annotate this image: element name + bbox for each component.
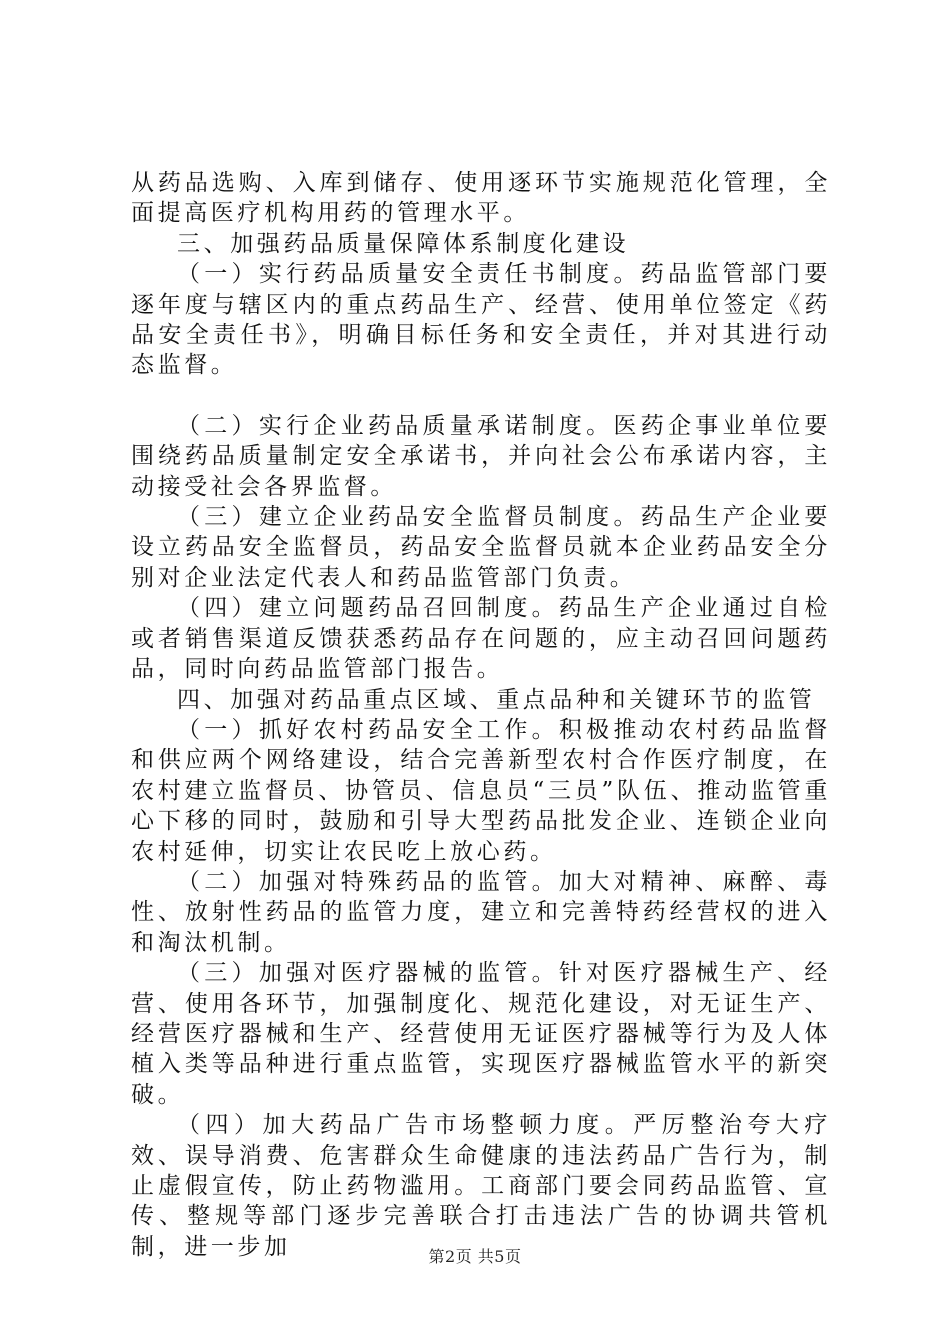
paragraph-4-1: （一）抓好农村药品安全工作。积极推动农村药品监督和供应两个网络建设，结合完善新型农村合作医疗制度，在农村建立监督员、协管员、信息员“三员”队伍、推动监管重心下移的同时，鼓励和引导大型药品批发企业、连锁企业向农村延伸，切实让农民吃上放心药。: [131, 716, 831, 865]
page-footer: 第2页 共5页: [428, 1247, 522, 1266]
paragraph-3-2: （二）实行企业药品质量承诺制度。医药企事业单位要围绕药品质量制定安全承诺书，并向社会公布承诺内容，主动接受社会各界监督。: [131, 412, 831, 500]
section-heading-4: 四、加强对药品重点区域、重点品种和关键环节的监管: [177, 686, 816, 713]
section-heading-3: 三、加强药品质量保障体系制度化建设: [177, 230, 630, 257]
paragraph-3-4: （四）建立问题药品召回制度。药品生产企业通过自检或者销售渠道反馈获悉药品存在问题的，应主动召回问题药品，同时向药品监管部门报告。: [131, 595, 831, 683]
paragraph-4-3: （三）加强对医疗器械的监管。针对医疗器械生产、经营、使用各环节，加强制度化、规范化建设，对无证生产、经营医疗器械和生产、经营使用无证医疗器械等行为及人体植入类等品种进行重点监管，实现医疗器械监管水平的新突破。: [131, 960, 831, 1108]
paragraph-3-3: （三）建立企业药品安全监督员制度。药品生产企业要设立药品安全监督员，药品安全监督员就本企业药品安全分别对企业法定代表人和药品监管部门负责。: [131, 504, 831, 591]
paragraph-4-2: （二）加强对特殊药品的监管。加大对精神、麻醉、毒性、放射性药品的监管力度，建立和完善特药经营权的进入和淘汰机制。: [131, 868, 831, 956]
paragraph-4-4: （四）加大药品广告市场整顿力度。严厉整治夸大疗效、误导消费、危害群众生命健康的违法药品广告行为，制止虚假宣传，防止药物滥用。工商部门要会同药品监管、宣传、整规等部门逐步完善联合打击违法广告的协调共管机制，进一步加: [131, 1112, 831, 1260]
paragraph-continuation: 从药品选购、入库到储存、使用逐环节实施规范化管理，全面提高医疗机构用药的管理水平。: [131, 170, 831, 227]
paragraph-3-1: （一）实行药品质量安全责任书制度。药品监管部门要逐年度与辖区内的重点药品生产、经营、使用单位签定《药品安全责任书》，明确目标任务和安全责任，并对其进行动态监督。: [131, 261, 831, 379]
document-body: [131, 168, 831, 1262]
